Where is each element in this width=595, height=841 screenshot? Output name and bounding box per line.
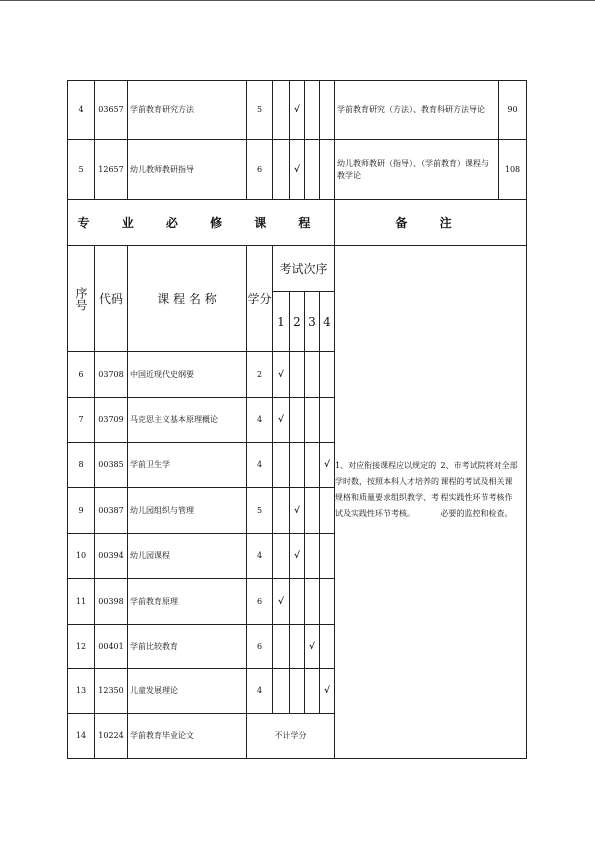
course-name: 学前教育毕业论文 bbox=[130, 731, 194, 740]
remarks-cell bbox=[335, 246, 526, 758]
table-hrule bbox=[67, 758, 527, 759]
exam-term-4-cell bbox=[320, 352, 334, 397]
row-number: 12 bbox=[75, 641, 87, 651]
table-vrule bbox=[526, 80, 527, 200]
exam-term-3-cell bbox=[305, 534, 319, 578]
header-number: 序号 bbox=[74, 286, 88, 311]
exam-term-4-cell bbox=[320, 398, 334, 442]
course-code: 12350 bbox=[98, 686, 124, 695]
table-vrule bbox=[334, 245, 335, 759]
table-vrule bbox=[319, 291, 320, 714]
table-vrule bbox=[526, 245, 527, 759]
course-credit: 2 bbox=[256, 369, 263, 379]
row-number: 7 bbox=[78, 415, 84, 424]
course-name: 幼儿教师教研指导 bbox=[130, 164, 194, 174]
table-vrule bbox=[304, 80, 305, 200]
course-code: 03708 bbox=[98, 369, 124, 379]
table-vrule bbox=[334, 199, 335, 246]
check-mark-icon: √ bbox=[278, 596, 284, 607]
replacement-course: 学前教育研究（方法）、教育科研方法导论 bbox=[337, 105, 485, 114]
table-vrule bbox=[334, 80, 335, 200]
exam-term-2-cell bbox=[290, 625, 304, 668]
table-vrule bbox=[127, 80, 128, 200]
course-code: 00394 bbox=[98, 551, 124, 560]
course-credit: 6 bbox=[256, 596, 263, 606]
row-number: 5 bbox=[78, 164, 84, 174]
row-number: 14 bbox=[75, 731, 87, 740]
course-credit: 6 bbox=[256, 164, 263, 174]
course-name: 幼儿园组织与管理 bbox=[130, 505, 194, 515]
exam-term-2-cell bbox=[290, 352, 304, 397]
exam-term-1-cell bbox=[273, 443, 289, 487]
row-number: 9 bbox=[78, 505, 84, 515]
row-number: 11 bbox=[75, 596, 87, 606]
course-hours: 108 bbox=[504, 164, 521, 174]
course-code: 00385 bbox=[98, 460, 124, 469]
remark-item: 1、对应衔接课程应以规定的学时数，按照本科人才培养的规格和质量要求组织教学、考试及实践性环节考核。 bbox=[335, 461, 439, 518]
exam-term-1-cell bbox=[273, 488, 289, 533]
course-name: 中国近现代史纲要 bbox=[130, 369, 194, 379]
exam-term-4-cell bbox=[320, 579, 334, 624]
check-mark-icon: √ bbox=[278, 415, 284, 425]
exam-term-2-cell bbox=[290, 669, 304, 713]
header-exam-order: 考试次序 bbox=[279, 261, 328, 276]
section-title: 专 业 必 修 课 程 bbox=[77, 215, 325, 230]
table-vrule bbox=[319, 80, 320, 200]
exam-term-4-cell bbox=[320, 625, 334, 668]
table-vrule bbox=[67, 199, 68, 246]
exam-term-1-cell bbox=[273, 81, 289, 139]
exam-term-3-cell bbox=[305, 443, 319, 487]
table-vrule bbox=[272, 245, 273, 714]
table-hrule bbox=[67, 80, 527, 81]
table-vrule bbox=[246, 80, 247, 200]
course-code: 10224 bbox=[98, 731, 124, 740]
header-credit: 学分 bbox=[247, 291, 272, 306]
course-code: 00398 bbox=[98, 596, 124, 606]
course-credit: 5 bbox=[256, 105, 263, 114]
replacement-course: 幼儿教师教研（指导）、（学前教育）课程与教学论 bbox=[337, 158, 489, 180]
course-name: 学前教育原理 bbox=[130, 596, 178, 606]
exam-term-2-cell bbox=[290, 579, 304, 624]
table-vrule bbox=[94, 245, 95, 759]
exam-term-3-cell bbox=[305, 140, 319, 199]
course-credit: 4 bbox=[256, 460, 263, 469]
exam-term-3-cell bbox=[305, 398, 319, 442]
header-code: 代码 bbox=[98, 291, 123, 306]
credit-note: 不计学分 bbox=[274, 731, 307, 740]
header-term-1: 1 bbox=[277, 314, 285, 329]
table-vrule bbox=[67, 80, 68, 200]
table-vrule bbox=[94, 80, 95, 200]
course-code: 03657 bbox=[98, 105, 124, 114]
exam-term-1-cell bbox=[273, 625, 289, 668]
course-code: 00401 bbox=[98, 641, 124, 651]
course-name: 学前卫生学 bbox=[130, 460, 170, 469]
exam-term-4-cell bbox=[320, 488, 334, 533]
check-mark-icon: √ bbox=[294, 505, 300, 516]
course-credit: 5 bbox=[256, 505, 263, 515]
exam-term-1-cell bbox=[273, 534, 289, 578]
exam-term-4-cell bbox=[320, 81, 334, 139]
course-credit: 4 bbox=[256, 551, 263, 560]
row-number: 6 bbox=[78, 369, 84, 379]
row-number: 13 bbox=[75, 686, 87, 695]
exam-term-3-cell bbox=[305, 669, 319, 713]
header-term-3: 3 bbox=[308, 314, 316, 329]
check-mark-icon: √ bbox=[324, 686, 330, 696]
exam-term-2-cell bbox=[290, 443, 304, 487]
check-mark-icon: √ bbox=[294, 105, 300, 115]
header-course-name: 课 程 名 称 bbox=[157, 291, 217, 306]
exam-term-4-cell bbox=[320, 534, 334, 578]
table-vrule bbox=[304, 291, 305, 714]
course-code: 03709 bbox=[98, 415, 124, 424]
table-vrule bbox=[289, 80, 290, 200]
row-number: 10 bbox=[75, 551, 87, 560]
table-vrule bbox=[289, 291, 290, 714]
course-name: 马克思主义基本原理概论 bbox=[130, 415, 218, 424]
table-vrule bbox=[526, 199, 527, 246]
row-number: 8 bbox=[78, 460, 84, 469]
table-vrule bbox=[246, 245, 247, 759]
exam-term-2-cell bbox=[290, 398, 304, 442]
check-mark-icon: √ bbox=[294, 551, 300, 561]
exam-term-3-cell bbox=[305, 579, 319, 624]
row-number: 4 bbox=[78, 105, 84, 114]
header-term-2: 2 bbox=[293, 314, 301, 329]
remark-title: 备 注 bbox=[395, 215, 466, 230]
table-hrule bbox=[67, 139, 527, 140]
check-mark-icon: √ bbox=[309, 641, 315, 652]
exam-term-3-cell bbox=[305, 81, 319, 139]
check-mark-icon: √ bbox=[294, 164, 300, 175]
exam-term-3-cell bbox=[305, 352, 319, 397]
course-name: 幼儿园课程 bbox=[130, 551, 170, 560]
course-credit: 4 bbox=[256, 686, 263, 695]
remark-item: 2、市考试院将对全部课程的考试及相关课程实践性环节考核作必要的监控和检查。 bbox=[440, 461, 518, 518]
course-hours: 90 bbox=[507, 105, 518, 114]
exam-term-1-cell bbox=[273, 140, 289, 199]
check-mark-icon: √ bbox=[324, 460, 330, 470]
course-name: 儿童发展理论 bbox=[130, 686, 178, 695]
header-term-4: 4 bbox=[323, 314, 331, 329]
course-code: 12657 bbox=[98, 164, 124, 174]
course-credit: 4 bbox=[256, 415, 263, 424]
course-credit: 6 bbox=[256, 641, 263, 651]
course-name: 学前比较教育 bbox=[130, 641, 178, 651]
table-vrule bbox=[127, 245, 128, 759]
exam-term-1-cell bbox=[273, 669, 289, 713]
table-vrule bbox=[67, 245, 68, 759]
page-top-rule bbox=[0, 0, 595, 1]
exam-term-3-cell bbox=[305, 488, 319, 533]
check-mark-icon: √ bbox=[278, 369, 284, 380]
table-vrule bbox=[498, 80, 499, 200]
exam-term-4-cell bbox=[320, 140, 334, 199]
table-vrule bbox=[272, 80, 273, 200]
course-name: 学前教育研究方法 bbox=[130, 105, 194, 114]
course-code: 00387 bbox=[98, 505, 124, 515]
